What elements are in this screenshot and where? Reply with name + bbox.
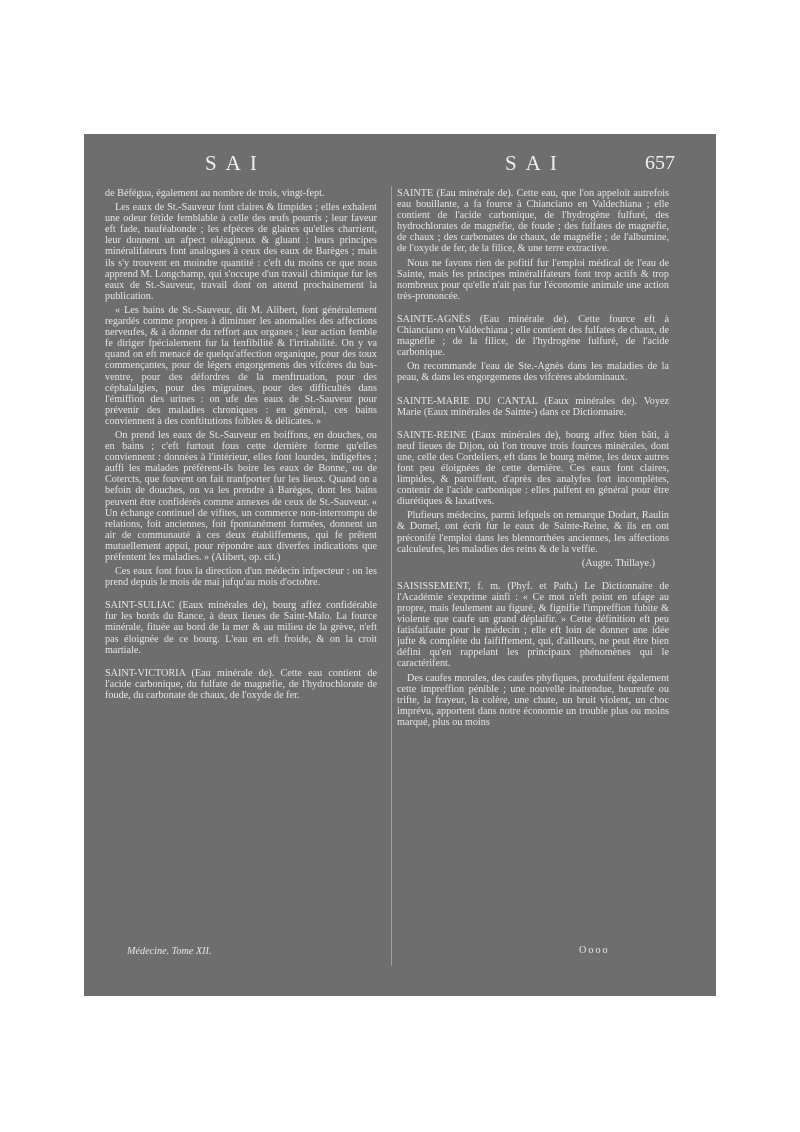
paragraph: On recommande l'eau de Ste.-Agnès dans les maladies de la peau, & dans les engorgemens des vifcères abdominaux. — [397, 361, 669, 384]
dictionary-entry: SAINTE-AGNÈS (Eau minérale de). Cette fource eft à Chianciano en Valdechiana ; elle contient des fulfates de chaux, de magnéfie ; de la filice, de l'hydrogène fulfuré, de l'acide carbonique. — [397, 313, 669, 359]
page-number: 657 — [645, 152, 675, 174]
paragraph: Les eaux de St.-Sauveur font claires & limpides ; elles exhalent une odeur fétide femblable à celle des œufs pourris ; leur faveur eft fade, nauféabonde ; les efpèces de glaires qu'elles charrient, leur donnent un afpect oléagineux & gluant : leurs principes minéralifateurs font analogues à ceux des eaux de Barèges ; mais ils s'y trouvent en moindre quantité : c'eft du moins ce que nous apprend M. Longchamp, qui s'occupe d'un travail chimique fur les eaux de St.-Sauveur, travail dont on attend prochainement la publication. — [105, 202, 377, 302]
paragraph: Plufieurs médecins, parmi lefquels on remarque Dodart, Raulin & Domel, ont écrit fur le eaux de Sainte-Reine, & ils en ont préconifé l'emploi dans les blennorrhées anciennes, les affections calculeufes, les maladies des reins & de la veffie. — [397, 510, 669, 555]
book-page — [105, 150, 679, 970]
right-column — [397, 188, 669, 731]
footer-volume-label: Médecine. Tome XII. — [127, 946, 212, 957]
left-column — [105, 188, 377, 704]
paragraph: Nous ne favons rien de pofitif fur l'emploi médical de l'eau de Sainte, mais fes principes minéralifateurs font trop actifs & trop nombreux pour qu'elle n'ait pas fur l'économie animale une action très-prononcée. — [397, 257, 669, 302]
signature-mark: Oooo — [579, 945, 610, 956]
paragraph: Ces eaux font fous la direction d'un médecin infpecteur : on les prend depuis le mois de mai jufqu'au mois d'octobre. — [105, 566, 377, 589]
running-head-left: SAI — [205, 151, 266, 175]
dictionary-entry: SAINTE-MARIE DU CANTAL (Eaux minérales de). Voyez Marie (Eaux minérales de Sainte-) dans ce Dictionnaire. — [397, 395, 669, 418]
paragraph: Des caufes morales, des caufes phyfiques, produifent également cette impreffion pénible ; une nouvelle inattendue, heureufe ou trifte, la frayeur, la colère, une chute, un bruit violent, un choc imprévu, apportent dans notre économie un trouble plus ou moins marqué, plus ou moins — [397, 672, 669, 728]
paragraph: « Les bains de St.-Sauveur, dit M. Alibert, font généralement regardés comme propres à diminuer les anomalies des affections nerveufes, & à donner du reffort aux organes ; leur action femble fe diriger fpécialement fur la fenfibilité & l'irritabilité. On y va quand on eft menacé de quelqu'affection organique, pour des toux commençantes, pour de légers engorgemens des vifcères du bas-ventre, pour des défordres de la menftruation, pour des céphalalgies, pour des migraines, pour des difficultés dans l'émiffion des urines : on ufe des eaux de St.-Sauveur pour prévenir des maladies chroniques : en général, ces bains conviennent à des conftitutions foibles & délicates. » — [105, 304, 377, 427]
paragraph: de Béfégua, également au nombre de trois, vingt-fept. — [105, 188, 325, 199]
paragraph: On prend les eaux de St.-Sauveur en boiffons, en douches, ou en bains ; c'eft furtout fous cette dernière forme qu'elles conviennent : données à l'intérieur, elles font lourdes, indigeftes ; auffi les malades préfèrent-ils boire les eaux de Bonne, ou de Cotercts, que fouvent on fait tranfporter fur les lieux. Quand on a befoin de douches, on va les prendre à Barèges, dont les bains peuvent être confidérés comme annexes de ceux de St.-Sauveur. « Un échange continuel de vifites, un commerce non-interrompu de relations, foit anciennes, foit fpontanément formées, donnent un air de communauté à ces deux établiffemens, qui fe prêtent mutuellement appui, pour répondre aux diverfes indications que préfentent les maladies. » (Alibert, op. cit.) — [105, 429, 377, 563]
dictionary-entry: SAINT-SULIAC (Eaux minérales de), bourg affez confidérable fur les bords du Rance, à deux lieues de Saint-Malo. La fource minérale, fituée au bord de la mer & au milieu de la grève, n'eft pas éloignée de ce bourg. L'eau en eft froide, & on la croit martiale. — [105, 600, 377, 656]
author-citation: (Augte. Thillaye.) — [581, 557, 655, 569]
dictionary-entry: SAINTE-REINE (Eaux minérales de), bourg affez bien bâti, à neuf lieues de Dijon, où l'on trouve trois fources minérales, dont une, celle des Cordeliers, eft dans le bourg même, les deux autres font peu éloignées de cette dernière. Ces eaux font claires, limpides, & paroiffent, d'après des analyfes fort incomplètes, contenir de l'acide carbonique : elles paffent en général pour être diurétiques & laxatives. — [397, 429, 669, 508]
column-divider — [391, 186, 392, 966]
dictionary-entry: SAINT-VICTORIA (Eau minérale de). Cette eau contient de l'acide carbonique, du fulfate de magnéfie, de l'hydrochlorate de foude, du carbonate de chaux, de l'oxyde de fer. — [105, 667, 377, 701]
running-head-center: SAI — [505, 151, 566, 175]
dictionary-entry: SAISISSEMENT, f. m. (Phyf. et Path.) Le Dictionnaire de l'Académie s'exprime ainfi : « Ce mot n'eft point en ufage au propre, mais feulement au figuré, & fignifie l'impreffion fubite & violente que caufe un grand déplaifir. » Cette définition eft peu fatisfaifaute pour le médecin ; elle eft loin de donner une idée jufte & complète du faififfement, qui, d'ailleurs, ne peut être bien défini qu'en rappelant les principaux phénomènes qui le caractérifent. — [397, 580, 669, 670]
dictionary-entry: SAINTE (Eau minérale de). Cette eau, que l'on appeloit autrefois eau bouillante, a fa fource à Chianciano en Valdechiana ; elle contient de l'acide carbonique, de l'hydrogène fulfuré, des hydrochlorates de magnéfie, de foude ; des fulfates de magnéfie, de chaux ; des carbonates de chaux, de magnéfie ; de l'albumine, de l'oxyde de fer, de la filice, & une terre extractive. — [397, 188, 669, 255]
